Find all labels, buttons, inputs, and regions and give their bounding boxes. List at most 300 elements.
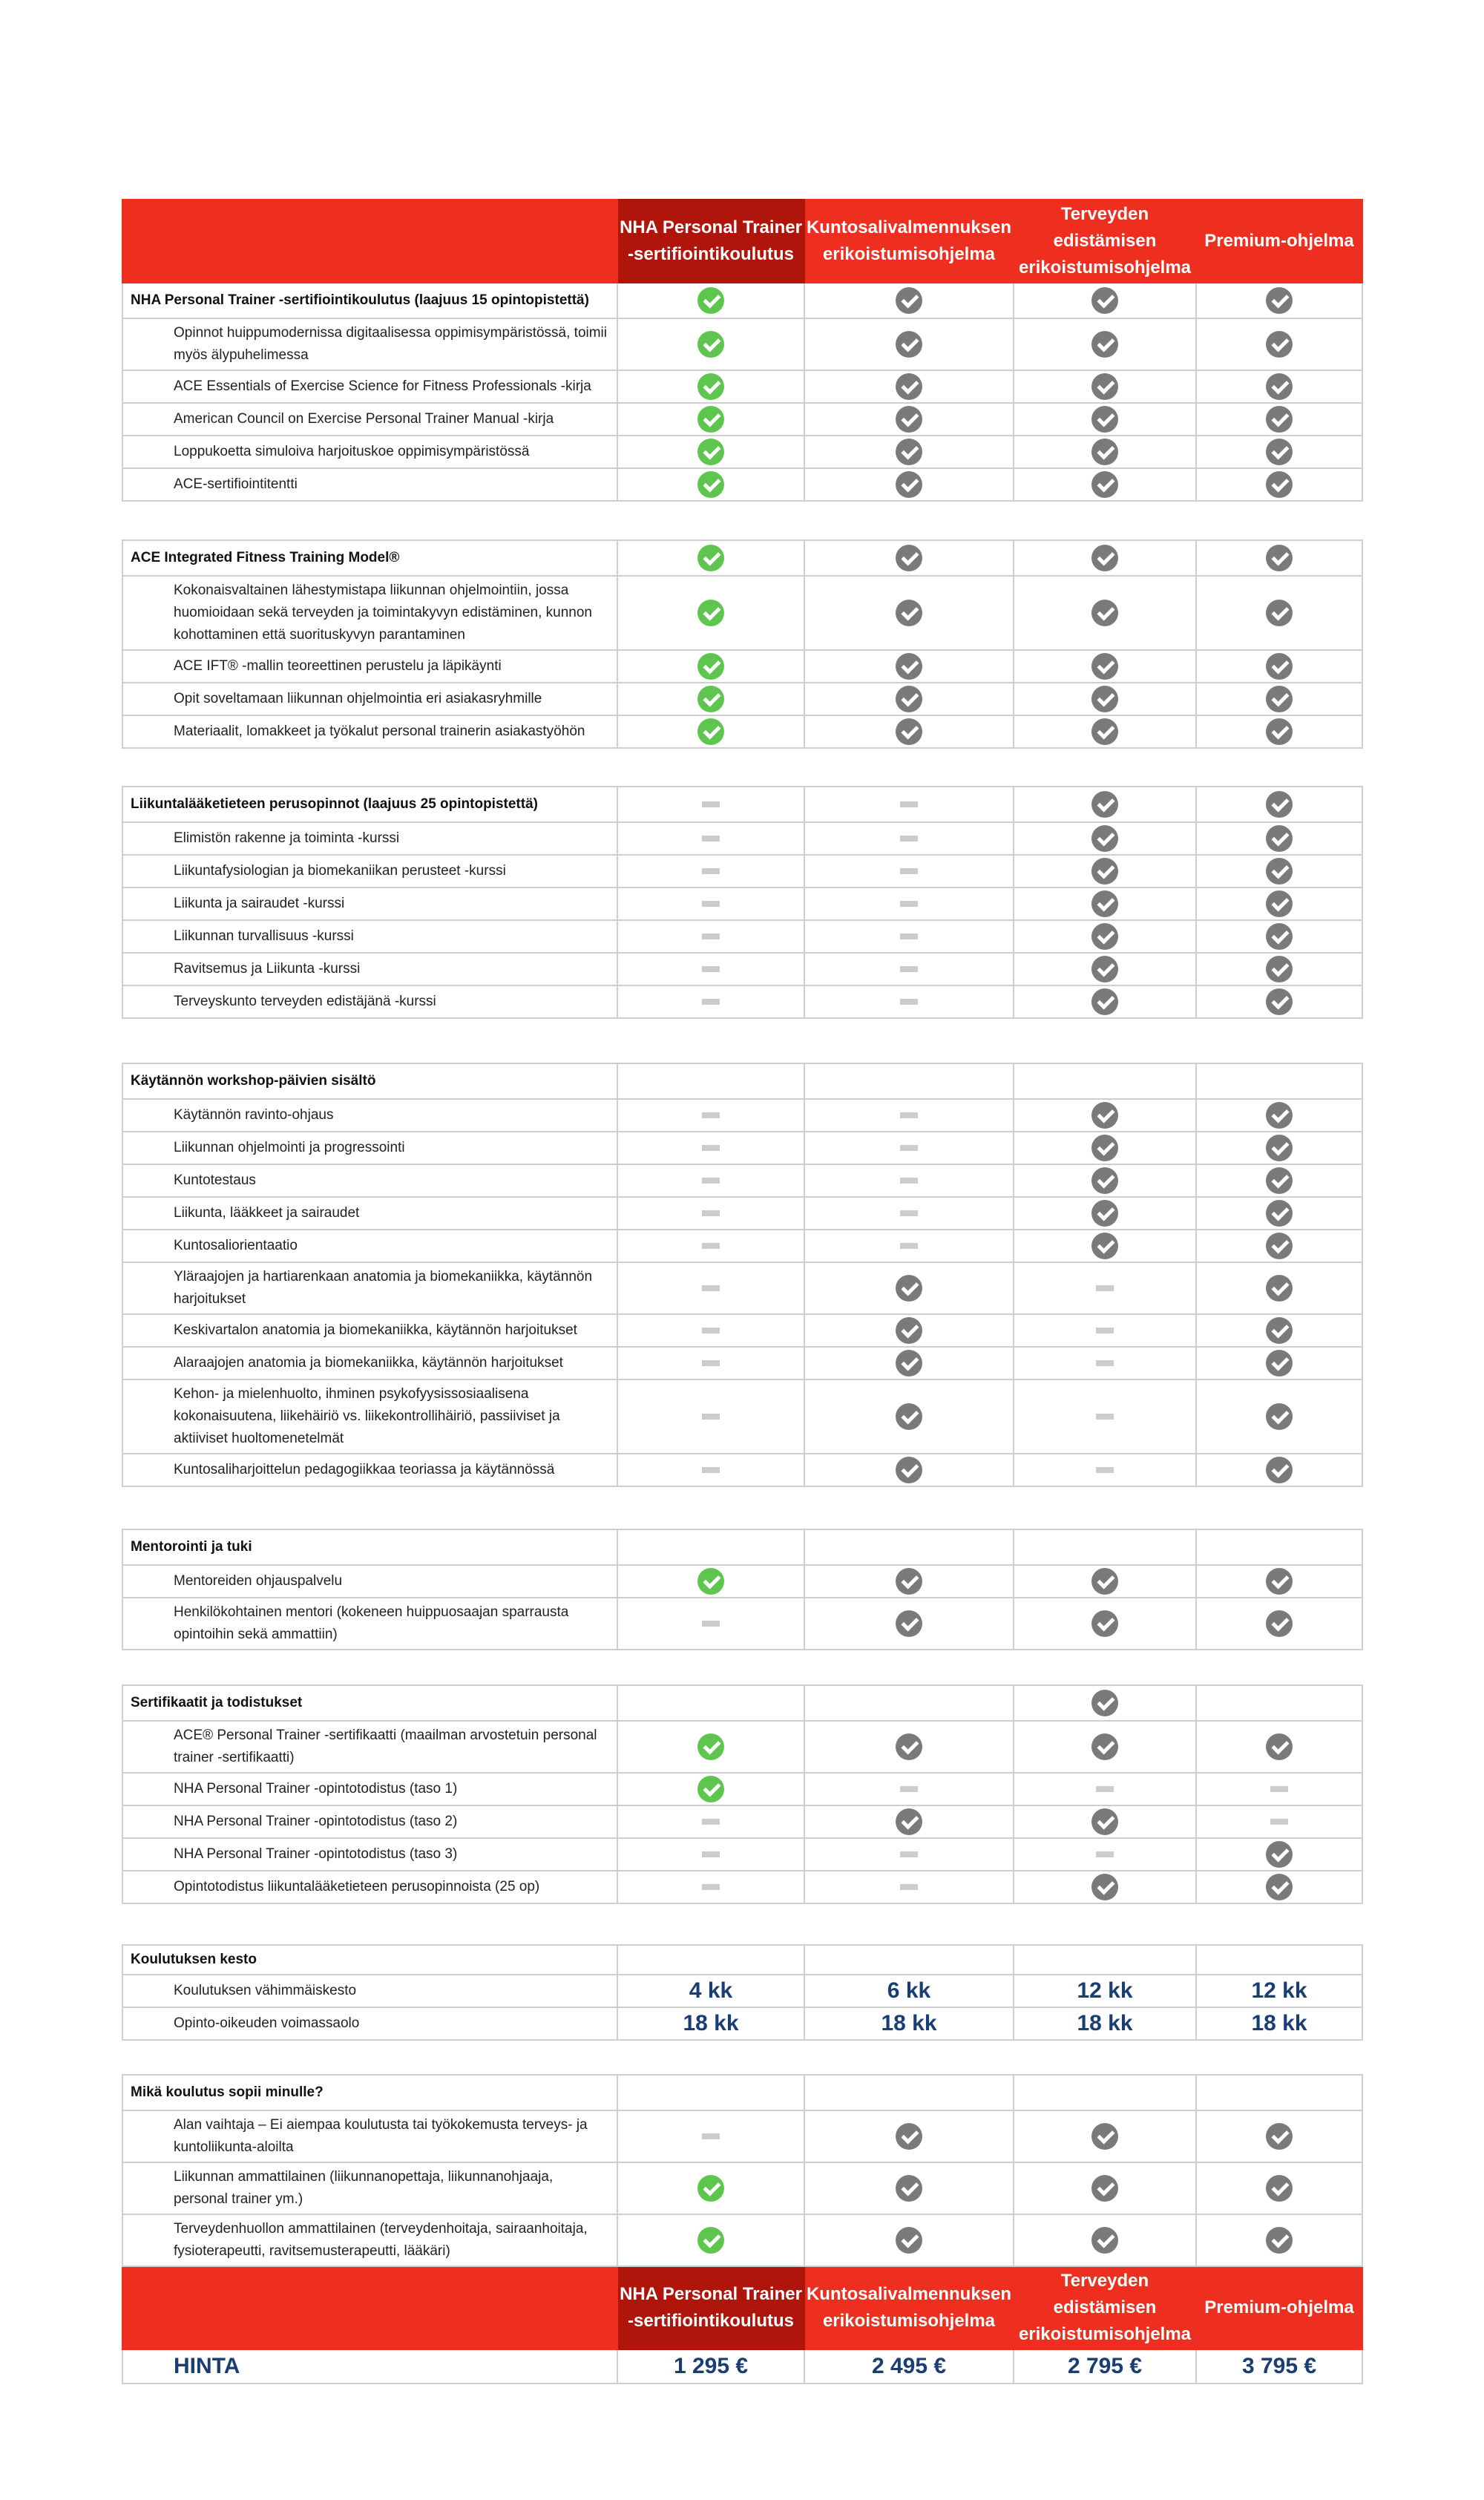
dash-icon xyxy=(702,836,720,841)
price-value: 3 795 € xyxy=(1196,2349,1362,2383)
dash-icon xyxy=(1096,1285,1114,1291)
row-label: ACE-sertifiointitentti xyxy=(122,468,617,501)
mark-cell xyxy=(804,576,1014,650)
column-header-4: Premium-ohjelma xyxy=(1196,2266,1362,2349)
mark-cell xyxy=(804,1230,1014,1262)
mark-cell xyxy=(1196,2162,1362,2214)
mark-cell xyxy=(804,1063,1014,1099)
grey-check-icon xyxy=(1091,1610,1118,1637)
mark-cell xyxy=(1196,683,1362,715)
grey-check-icon xyxy=(1266,956,1293,982)
column-header-1: NHA Personal Trainer -sertifiointikoulutus xyxy=(617,200,804,283)
row-label: Henkilökohtainen mentori (kokeneen huippuosaajan sparrausta opintoihin sekä ammattiin) xyxy=(122,1598,617,1650)
mark-cell xyxy=(1196,1379,1362,1454)
mark-cell xyxy=(1014,1099,1196,1132)
mark-cell xyxy=(1196,1262,1362,1314)
dash-icon xyxy=(702,1285,720,1291)
grey-check-icon xyxy=(1091,718,1118,745)
mark-cell xyxy=(1196,1805,1362,1838)
green-check-icon xyxy=(697,1568,724,1595)
section-header xyxy=(122,540,1362,576)
table-row xyxy=(122,1262,1362,1314)
mark-cell xyxy=(804,787,1014,822)
mark-cell xyxy=(1196,2110,1362,2162)
grey-check-icon xyxy=(1091,791,1118,818)
dash-icon xyxy=(702,901,720,907)
grey-check-icon xyxy=(1091,406,1118,433)
dash-icon xyxy=(900,1786,918,1792)
mark-cell xyxy=(617,576,804,650)
grey-check-icon xyxy=(1091,1568,1118,1595)
mark-cell xyxy=(617,683,804,715)
mark-cell xyxy=(1196,283,1362,318)
grey-check-icon xyxy=(896,545,922,571)
section-header xyxy=(122,787,1362,822)
mark-cell xyxy=(1014,1721,1196,1773)
mark-cell xyxy=(617,1132,804,1164)
green-check-icon xyxy=(697,331,724,358)
table-row xyxy=(122,1379,1362,1454)
mark-cell xyxy=(617,1565,804,1598)
grey-check-icon xyxy=(896,718,922,745)
mark-cell xyxy=(1014,370,1196,403)
dash-icon xyxy=(702,966,720,972)
grey-check-icon xyxy=(1266,1733,1293,1760)
mark-cell xyxy=(1196,715,1362,748)
section-title: Liikuntalääketieteen perusopinnot (laajuus 25 opintopistettä) xyxy=(122,787,617,822)
row-label: Alan vaihtaja – Ei aiempaa koulutusta tai työkokemusta terveys- ja kuntoliikunta-aloilta xyxy=(122,2110,617,2162)
mark-cell xyxy=(1196,985,1362,1018)
mark-cell xyxy=(804,1871,1014,1903)
grey-check-icon xyxy=(1266,653,1293,680)
grey-check-icon xyxy=(896,1457,922,1483)
dash-icon xyxy=(702,2133,720,2139)
dash-icon xyxy=(702,1145,720,1151)
grey-check-icon xyxy=(1266,1403,1293,1430)
grey-check-icon xyxy=(1091,600,1118,626)
mark-cell xyxy=(804,1347,1014,1379)
mark-cell xyxy=(804,436,1014,468)
mark-cell xyxy=(1196,1685,1362,1721)
grey-check-icon xyxy=(1266,1135,1293,1161)
dash-icon xyxy=(900,966,918,972)
duration-table xyxy=(122,1944,1363,2041)
grey-check-icon xyxy=(1266,1200,1293,1227)
mark-cell xyxy=(1014,1565,1196,1598)
green-check-icon xyxy=(697,406,724,433)
mark-cell xyxy=(804,683,1014,715)
grey-check-icon xyxy=(1266,1841,1293,1868)
table-row xyxy=(122,1132,1362,1164)
grey-check-icon xyxy=(1091,686,1118,712)
mark-cell xyxy=(804,953,1014,985)
mark-cell xyxy=(1196,822,1362,855)
mark-cell xyxy=(1014,1230,1196,1262)
mark-cell xyxy=(1014,888,1196,920)
grey-check-icon xyxy=(1091,1102,1118,1129)
mark-cell xyxy=(617,1685,804,1721)
grey-check-icon xyxy=(1266,686,1293,712)
table-row xyxy=(122,1164,1362,1197)
dash-icon xyxy=(900,836,918,841)
mark-cell xyxy=(1196,888,1362,920)
table-header xyxy=(122,200,1362,283)
mark-cell xyxy=(804,1598,1014,1650)
grey-check-icon xyxy=(1091,439,1118,465)
row-label: Terveydenhuollon ammattilainen (terveydenhoitaja, sairaanhoitaja, fysioterapeutti, ravitsemusterapeutti, lääkäri) xyxy=(122,2214,617,2266)
duration-value: 18 kk xyxy=(1014,2007,1196,2040)
mark-cell xyxy=(617,1347,804,1379)
mark-cell xyxy=(804,1099,1014,1132)
section-table-6 xyxy=(122,1684,1363,1904)
grey-check-icon xyxy=(1091,988,1118,1015)
grey-check-icon xyxy=(1266,988,1293,1015)
table-row xyxy=(122,1805,1362,1838)
mark-cell xyxy=(1196,1164,1362,1197)
mark-cell xyxy=(1014,403,1196,436)
mark-cell xyxy=(1014,540,1196,576)
green-check-icon xyxy=(697,287,724,314)
grey-check-icon xyxy=(1091,923,1118,950)
duration-value: 18 kk xyxy=(617,2007,804,2040)
grey-check-icon xyxy=(1266,1457,1293,1483)
green-check-icon xyxy=(697,373,724,400)
row-label: NHA Personal Trainer -opintotodistus (taso 3) xyxy=(122,1838,617,1871)
green-check-icon xyxy=(697,471,724,498)
green-check-icon xyxy=(697,439,724,465)
section-title: Mentorointi ja tuki xyxy=(122,1529,617,1565)
price-value: 2 495 € xyxy=(804,2349,1014,2383)
dash-icon xyxy=(1096,1786,1114,1792)
mark-cell xyxy=(804,1379,1014,1454)
mark-cell xyxy=(804,283,1014,318)
mark-cell xyxy=(1196,576,1362,650)
grey-check-icon xyxy=(1091,545,1118,571)
dash-icon xyxy=(702,1360,720,1366)
grey-check-icon xyxy=(1091,653,1118,680)
footer-header xyxy=(122,2266,1362,2349)
mark-cell xyxy=(1196,1132,1362,1164)
mark-cell xyxy=(617,1454,804,1486)
mark-cell xyxy=(804,1773,1014,1805)
grey-check-icon xyxy=(1266,791,1293,818)
dash-icon xyxy=(1270,1819,1288,1825)
mark-cell xyxy=(617,1099,804,1132)
grey-check-icon xyxy=(1091,471,1118,498)
mark-cell xyxy=(1014,822,1196,855)
grey-check-icon xyxy=(1266,825,1293,852)
dash-icon xyxy=(900,1851,918,1857)
mark-cell xyxy=(1014,318,1196,370)
dash-icon xyxy=(702,999,720,1005)
dash-icon xyxy=(900,934,918,939)
grey-check-icon xyxy=(1091,2227,1118,2254)
grey-check-icon xyxy=(1091,825,1118,852)
dash-icon xyxy=(702,1467,720,1473)
mark-cell xyxy=(617,468,804,501)
grey-check-icon xyxy=(1266,2227,1293,2254)
table-row xyxy=(122,1230,1362,1262)
table-row xyxy=(122,953,1362,985)
mark-cell xyxy=(1196,787,1362,822)
mark-cell xyxy=(1196,1773,1362,1805)
mark-cell xyxy=(804,1164,1014,1197)
grey-check-icon xyxy=(1266,2175,1293,2202)
dash-icon xyxy=(900,901,918,907)
grey-check-icon xyxy=(1266,373,1293,400)
mark-cell xyxy=(804,1197,1014,1230)
grey-check-icon xyxy=(1266,1102,1293,1129)
mark-cell xyxy=(804,822,1014,855)
section-table-1 xyxy=(122,199,1363,502)
green-check-icon xyxy=(697,1776,724,1802)
dash-icon xyxy=(702,1112,720,1118)
mark-cell xyxy=(1196,1063,1362,1099)
mark-cell xyxy=(1196,920,1362,953)
mark-cell xyxy=(617,855,804,888)
table-row xyxy=(122,576,1362,650)
table-row xyxy=(122,1598,1362,1650)
row-label: Liikunta ja sairaudet -kurssi xyxy=(122,888,617,920)
grey-check-icon xyxy=(1091,890,1118,917)
grey-check-icon xyxy=(1266,718,1293,745)
mark-cell xyxy=(1196,1454,1362,1486)
row-label: Keskivartalon anatomia ja biomekaniikka, käytännön harjoitukset xyxy=(122,1314,617,1347)
grey-check-icon xyxy=(896,600,922,626)
mark-cell xyxy=(617,403,804,436)
table-row xyxy=(122,650,1362,683)
mark-cell xyxy=(1014,787,1196,822)
mark-cell xyxy=(804,403,1014,436)
mark-cell xyxy=(1196,1838,1362,1871)
mark-cell xyxy=(1014,855,1196,888)
mark-cell xyxy=(804,318,1014,370)
section-table-2 xyxy=(122,539,1363,749)
mark-cell xyxy=(804,2162,1014,2214)
section-title: Sertifikaatit ja todistukset xyxy=(122,1685,617,1721)
mark-cell xyxy=(617,1063,804,1099)
mark-cell xyxy=(617,920,804,953)
column-header-2: Kuntosalivalmennuksen erikoistumisohjelma xyxy=(804,200,1014,283)
duration-value: 18 kk xyxy=(804,2007,1014,2040)
mark-cell xyxy=(1014,920,1196,953)
row-label: Liikuntafysiologian ja biomekaniikan perusteet -kurssi xyxy=(122,855,617,888)
dash-icon xyxy=(1096,1328,1114,1333)
green-check-icon xyxy=(697,2227,724,2254)
mark-cell xyxy=(1196,1347,1362,1379)
mark-cell xyxy=(617,1871,804,1903)
grey-check-icon xyxy=(1091,1135,1118,1161)
mark-cell xyxy=(1196,2214,1362,2266)
dash-icon xyxy=(900,1884,918,1890)
dash-icon xyxy=(900,1178,918,1184)
grey-check-icon xyxy=(896,439,922,465)
row-label: Materiaalit, lomakkeet ja työkalut personal trainerin asiakastyöhön xyxy=(122,715,617,748)
mark-cell xyxy=(617,436,804,468)
mark-cell xyxy=(1014,1773,1196,1805)
dash-icon xyxy=(702,801,720,807)
duration-value: 6 kk xyxy=(804,1975,1014,2007)
mark-cell xyxy=(1014,1685,1196,1721)
mark-cell xyxy=(804,468,1014,501)
mark-cell xyxy=(1014,1838,1196,1871)
dash-icon xyxy=(702,1851,720,1857)
green-check-icon xyxy=(697,600,724,626)
row-label: Opinto-oikeuden voimassaolo xyxy=(122,2007,617,2040)
grey-check-icon xyxy=(1091,1733,1118,1760)
dash-icon xyxy=(900,868,918,874)
mark-cell xyxy=(617,1721,804,1773)
dash-icon xyxy=(900,801,918,807)
grey-check-icon xyxy=(896,1568,922,1595)
mark-cell xyxy=(804,1721,1014,1773)
mark-cell xyxy=(804,715,1014,748)
mark-cell xyxy=(617,888,804,920)
row-label: Terveyskunto terveyden edistäjänä -kurssi xyxy=(122,985,617,1018)
mark-cell xyxy=(1196,540,1362,576)
section-header xyxy=(122,1685,1362,1721)
row-label: ACE IFT® -mallin teoreettinen perustelu ja läpikäynti xyxy=(122,650,617,683)
suitability-table xyxy=(122,2074,1363,2384)
mark-cell xyxy=(1196,855,1362,888)
grey-check-icon xyxy=(1091,331,1118,358)
mark-cell xyxy=(804,540,1014,576)
dash-icon xyxy=(702,1884,720,1890)
grey-check-icon xyxy=(1091,1874,1118,1900)
grey-check-icon xyxy=(896,2175,922,2202)
dash-icon xyxy=(702,1243,720,1249)
mark-cell xyxy=(1196,650,1362,683)
green-check-icon xyxy=(697,686,724,712)
grey-check-icon xyxy=(1091,1233,1118,1259)
mark-cell xyxy=(1196,468,1362,501)
dash-icon xyxy=(900,1112,918,1118)
grey-check-icon xyxy=(896,331,922,358)
mark-cell xyxy=(1196,953,1362,985)
row-label: Opintotodistus liikuntalääketieteen perusopinnoista (25 op) xyxy=(122,1871,617,1903)
mark-cell xyxy=(1014,1347,1196,1379)
grey-check-icon xyxy=(896,1808,922,1835)
mark-cell xyxy=(617,1164,804,1197)
mark-cell xyxy=(1196,1529,1362,1565)
table-row xyxy=(122,318,1362,370)
mark-cell xyxy=(804,1132,1014,1164)
table-row xyxy=(122,920,1362,953)
green-check-icon xyxy=(697,718,724,745)
dash-icon xyxy=(702,1621,720,1627)
row-label: Yläraajojen ja hartiarenkaan anatomia ja biomekaniikka, käytännön harjoitukset xyxy=(122,1262,617,1314)
grey-check-icon xyxy=(1266,600,1293,626)
mark-cell xyxy=(1014,953,1196,985)
mark-cell xyxy=(1014,1197,1196,1230)
mark-cell xyxy=(804,1565,1014,1598)
dash-icon xyxy=(1270,1786,1288,1792)
grey-check-icon xyxy=(1091,1808,1118,1835)
dash-icon xyxy=(1096,1467,1114,1473)
mark-cell xyxy=(1196,403,1362,436)
row-label: ACE® Personal Trainer -sertifikaatti (maailman arvostetuin personal trainer -sertifikaatti) xyxy=(122,1721,617,1773)
grey-check-icon xyxy=(1091,2175,1118,2202)
table-row xyxy=(122,2162,1362,2214)
grey-check-icon xyxy=(1266,1350,1293,1377)
dash-icon xyxy=(702,1414,720,1420)
table-row xyxy=(122,1314,1362,1347)
grey-check-icon xyxy=(896,2123,922,2150)
mark-cell xyxy=(1014,283,1196,318)
grey-check-icon xyxy=(896,686,922,712)
section-header xyxy=(122,1063,1362,1099)
mark-cell xyxy=(617,1262,804,1314)
dash-icon xyxy=(702,1819,720,1825)
table-row xyxy=(122,888,1362,920)
row-label: Liikunnan ammattilainen (liikunnanopettaja, liikunnanohjaaja, personal trainer ym.) xyxy=(122,2162,617,2214)
mark-cell xyxy=(804,650,1014,683)
table-row xyxy=(122,715,1362,748)
mark-cell xyxy=(617,1379,804,1454)
mark-cell xyxy=(804,985,1014,1018)
column-header-3: Terveyden edistämisen erikoistumisohjelma xyxy=(1014,2266,1196,2349)
mark-cell xyxy=(804,1314,1014,1347)
section-header xyxy=(122,283,1362,318)
dash-icon xyxy=(702,1328,720,1333)
dash-icon xyxy=(900,1210,918,1216)
column-header-4: Premium-ohjelma xyxy=(1196,200,1362,283)
dash-icon xyxy=(1096,1414,1114,1420)
table-row xyxy=(122,1565,1362,1598)
duration-value: 12 kk xyxy=(1014,1975,1196,2007)
mark-cell xyxy=(1196,1099,1362,1132)
mark-cell xyxy=(804,1529,1014,1565)
grey-check-icon xyxy=(1091,956,1118,982)
mark-cell xyxy=(804,2214,1014,2266)
mark-cell xyxy=(617,540,804,576)
mark-cell xyxy=(617,1838,804,1871)
duration-value: 12 kk xyxy=(1196,1975,1362,2007)
mark-cell xyxy=(1196,1230,1362,1262)
table-row xyxy=(122,468,1362,501)
dash-icon xyxy=(702,934,720,939)
section-title: NHA Personal Trainer -sertifiointikoulutus (laajuus 15 opintopistettä) xyxy=(122,283,617,318)
mark-cell xyxy=(804,855,1014,888)
grey-check-icon xyxy=(896,1403,922,1430)
grey-check-icon xyxy=(1266,1568,1293,1595)
mark-cell xyxy=(1014,1529,1196,1565)
green-check-icon xyxy=(697,545,724,571)
mark-cell xyxy=(1196,318,1362,370)
table-row xyxy=(122,985,1362,1018)
row-label: Alaraajojen anatomia ja biomekaniikka, käytännön harjoitukset xyxy=(122,1347,617,1379)
price-label: HINTA xyxy=(122,2349,617,2383)
mark-cell xyxy=(1014,2214,1196,2266)
mark-cell xyxy=(617,370,804,403)
mark-cell xyxy=(1196,1314,1362,1347)
section-header xyxy=(122,2075,1362,2110)
row-label: Liikunnan turvallisuus -kurssi xyxy=(122,920,617,953)
mark-cell xyxy=(804,1454,1014,1486)
mark-cell xyxy=(617,1529,804,1565)
table-row xyxy=(122,370,1362,403)
grey-check-icon xyxy=(1266,331,1293,358)
mark-cell xyxy=(617,1773,804,1805)
mark-cell xyxy=(1014,1314,1196,1347)
section-title: ACE Integrated Fitness Training Model® xyxy=(122,540,617,576)
grey-check-icon xyxy=(1266,858,1293,885)
mark-cell xyxy=(804,1805,1014,1838)
row-label: Kuntotestaus xyxy=(122,1164,617,1197)
dash-icon xyxy=(1096,1360,1114,1366)
column-header-1: NHA Personal Trainer -sertifiointikoulutus xyxy=(617,2266,804,2349)
table-row xyxy=(122,1871,1362,1903)
